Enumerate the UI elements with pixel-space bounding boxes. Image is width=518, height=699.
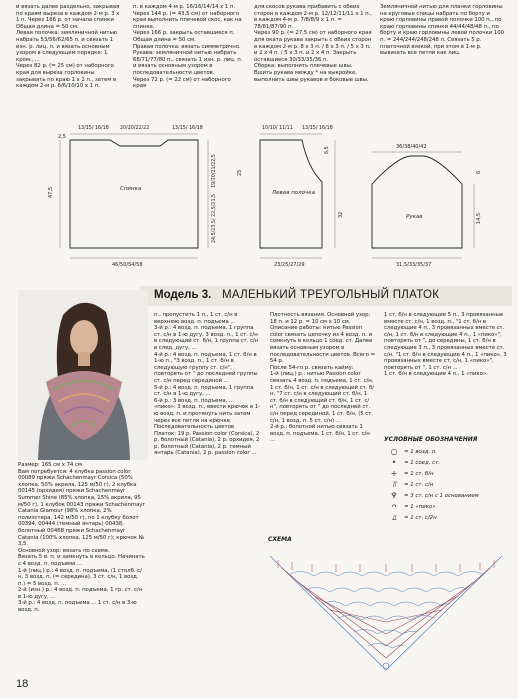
body-text-col-b: п., пропустить 1 п., 1 ст. с/н в верхнюю возд. п. подъема ... 3-й р.: 4 возд. п. подъема, 1 группа ст. с/н в 1-ю дугу, 3 возд. п., 1 ст. с/н в следующий ст. б/н, 1 группа ст. с/н в след. дугу, ... 4-й р.: 4 возд. п. подъема, 1 ст. б/н в 1-ю п., "3 возд. п., 1 ст. б/н в следующую группу ст. с/н", повторять от " до последней группы ст. с/н перед серединой ... 5-й р.: 4 возд. п. подъема, 1 группа ст. с/н в 1-ю дугу, ... 6-й р.: 3 возд. п. подъема, ... «пико»: 3 возд. п., ввести крючок в 1-ю возд. п. и протянуть нить затем через все петли на крючке. Последовательность цветов Платок: 19 р. Passion color (Corsica), 2 р. болотный (Catania), 2 р. орхидея, 2 р. болотный (Catania), 2 р. темный янтарь (Catania), 2 р. passion color ... (154, 312, 261, 457)
legend-label: = 1 «пико» (404, 503, 436, 510)
dim-top-1: 13/15/ 16/18 (78, 126, 109, 131)
legend-label: = 1 ст. с/2н (404, 514, 437, 521)
dim-lower-height: 24,5/23,5/ 22,5/21,5 (212, 193, 217, 243)
page-number: 18 (16, 678, 29, 690)
cluster-icon: ♆ (390, 491, 398, 500)
legend-item (384, 479, 509, 490)
dim-sleeve-h3: 6 (476, 170, 482, 174)
treble-crochet-icon: ⫫ (391, 512, 397, 522)
label-left-front: Левая полочка (272, 190, 315, 196)
legend-item (384, 446, 509, 457)
dim-sleeve-h2: 14,5 (476, 212, 482, 224)
dim-back-width: 46/50/54/58 (112, 262, 143, 268)
dim-top-5: 13/15/ 16/18 (302, 126, 333, 131)
slip-stitch-icon: • (391, 458, 397, 467)
legend-label: = 3 ст. с/н с 1 основанием (404, 492, 479, 499)
dim-sleeve-h1: 32 (338, 211, 344, 218)
dim-top-2: 20/20/22/22 (120, 126, 150, 131)
dim-top-3: 13/15/ 16/18 (172, 126, 203, 131)
legend-item (384, 490, 509, 501)
dim-top-4: 10/10/ 11/11 (262, 126, 293, 131)
chart-label: СХЕМА (268, 536, 292, 543)
dim-armhole: 25 (237, 169, 243, 176)
legend-label: = 1 возд. п. (404, 448, 438, 455)
legend-item (384, 512, 509, 523)
model-number: Модель 3. (154, 289, 212, 301)
label-back: Спинка (120, 186, 142, 192)
pattern-schematic (50, 118, 495, 288)
legend (384, 446, 509, 523)
single-crochet-icon: + (390, 469, 398, 478)
back-outline (70, 140, 198, 248)
model-title: МАЛЕНЬКИЙ ТРЕУГОЛЬНЫЙ ПЛАТОК (222, 289, 440, 301)
body-text-col-a: Размер: 165 см х 74 см Вам потребуется: 4 клубка passion color 00089 пряжи Schachenmayr Corsica (50% хлопка, 50% акрила, 125 м/50 г), 2 клубка 00145 (орхидея) пряжи Schachenmayr Summer Shine (85% хлопка, 15% акрила, 95 м/50 г), 1 клубок 00143 пряжи Schachenmayr Catania Glamour (98% хлопка, 2% полиэстера, 142 м/50 г), по 1 клубку болот 00394, 00444 (темный янтарь) 00438, болотный 00468 пряжи Schachenmayr Catania (100% хлопка, 125 м/50 г); крючок № 3,5. Основной узор: вязать по схеме. Вязать 5 в. п. и замкнуть в кольцо. Начинать с 4 возд. п. подъема ... 1-й (лиц.) р.: 4 возд. п. подъема, (1 столб. с/н, 3 возд. п. (= середина), 3 ст. с/н, 1 возд. п.) = 5 возд. п. ... 2-й (изн.) р.: 4 возд. п. подъема, 1 гр. ст. с/н в 1-ю дугу, ... 3-й р.: 4 возд. п. подъема ... 1 ст. с/н в 3-ю возд. п. (18, 462, 145, 614)
chart-edge-right (386, 556, 502, 670)
label-sleeve: Рукав (406, 214, 423, 220)
legend-label: = 1 соед. ст. (404, 459, 440, 466)
dim-front-width: 23/25/27/29 (274, 262, 305, 268)
dim-shoulder: 2,5 (58, 134, 66, 140)
top-text-col-1: и вязать далее раздельно, закрывая по краям выреза в каждом 2-м р. 3 х 1 п. Через 166 р. от начала спинки Общая длина = 50 см. Левая полочка: земляничной нитью набрать 53/56/62/65 п. и связать 1 изн. р. лиц. п. и вязать основным узором в следующем порядке: 1 кром., ... Через 82 р. (= 25 см) от наборного края для выреза горловины закрывать по краю 1 х 1 п., затем в каждом 2-м р. 6/6/10/10 х 1 п. (16, 4, 120, 90)
sleeve-outline (372, 156, 462, 248)
chart-edge-left (270, 556, 386, 670)
body-text-col-c: Плотность вязания. Основной узор: 18 п. и 12 р. = 10 см х 10 см. Описание работы: нитью Passion color связать цепочку из 4 возд. п. и сомкнуть в кольцо 1 соед. ст. Далее вязать основным узором в последовательности цветов. Всего = 54 р. После 54-го р. связать кайму: 1-й (лиц.) р.: нитью Passion color связать 4 возд. п. подъема, 1 ст. с/н, 1 ст. б/н, 1 ст. с/н в следующий ст. б/н, "7 ст. с/н в следующий ст. б/н, 1 ст. б/н в следующий ст. б/н, 1 ст. с/н", повторять от " до последней ст. с/н перед серединой, 1 ст. б/н, (5 ст. с/н, 1 возд. п. 5 ст. с/н) ... 2-й р.: болотной нитью связать 1 возд. п. подъема, 1 ст. б/н, 1 ст. с/н ... (270, 312, 376, 444)
dim-front-upper: 6,5 (325, 146, 330, 154)
dim-upper-height: 19/20/21/22,5 (212, 154, 217, 188)
top-text-col-4: Земляничной нитью для планки горловины на круговые спицы набрать по борту и краю горловины правой полочки 100 п., по краю горловины спинки 44/44/48/48 п., по борту и краю горловины левой полочки 100 п. = 244/244/248/248 п. Связать 5 р. платочной вязкой, при этом в 1-м р. вывязать все петли как лиц. (380, 4, 504, 57)
legend-item (384, 468, 509, 479)
legend-item (384, 457, 509, 468)
crochet-chart (262, 546, 510, 674)
legend-label: = 1 ст. б/н (404, 470, 434, 477)
dim-sleeve-top: 36/38/40/42 (396, 144, 427, 150)
picot-icon: ᴖ (391, 502, 397, 511)
top-text-col-2: п. в каждом 4-м р. 16/16/14/14 х 1 п. Через 144 р. (= 43,5 см) от наборного края выполнить плечевой скос, как на спинке. Через 166 р. закрыть оставшиеся п. Общая длина = 50 см. Правая полочка: вязать симметрично. Рукава: земляничной нитью набрать 68/71/77/80 п., связать 1 изн. р. лиц. п. и вязать основным узором в последовательности цветов. Через 72 р. (= 22 см) от наборного края (133, 4, 243, 90)
chain-stitch-icon: ○ (390, 447, 398, 456)
legend-label: = 1 ст. с/н (404, 481, 434, 488)
chart-center-ring (383, 663, 389, 669)
body-text-col-d: 1 ст. б/н в следующие 5 п., 3 провязанные вместе ст. с/н, 1 возд. п., "1 ст. б/н в следующие 4 п., 3 провязанных вместе ст. с/н, 1 ст. б/н в следующие 4 п., 1 «пико»", повторять от ", до середины, 1 ст. б/н в следующие 3 п., 3 провязанных вместе ст. с/н, "1 ст. б/н в следующие 4 п., 1 «пико», 3 провязанных вместе ст. с/н, 1 «пико»", повторять от ", 1 ст. с/н ... 1 ст. б/н в следующие 4 п., 1 «пико». (384, 312, 507, 378)
model-photo (18, 290, 148, 460)
top-text-col-3: для скосов рукава прибавить с обеих сторон в каждом 2-м р. 12/12/11/11 х 1 п., в каждом 4-м р. 7/8/8/9 х 1 п. = 78/81/87/90 п. Через 90 р. (= 27,5 см) от наборного края для оката рукава закрыть с обеих сторон в каждом 2-м р. 8 х 3 п. / 8 х 3 п. / 5 х 3 п. и 2 х 4 п. / 5 х 3 п. и 2 х 4 п. Закрыть оставшиеся 30/33/35/36 п. Сборка: выполнить плечевые швы. Вшить рукава между * на выкройке, выполнить швы рукавов и боковые швы. (254, 4, 372, 83)
double-crochet-icon: ⫪ (391, 479, 397, 489)
legend-item (384, 501, 509, 512)
dim-total-height: 47,5 (48, 186, 54, 198)
legend-title: УСЛОВНЫЕ ОБОЗНАЧЕНИЯ (384, 436, 478, 443)
dim-sleeve-width: 31,5/33/35/37 (396, 262, 432, 268)
